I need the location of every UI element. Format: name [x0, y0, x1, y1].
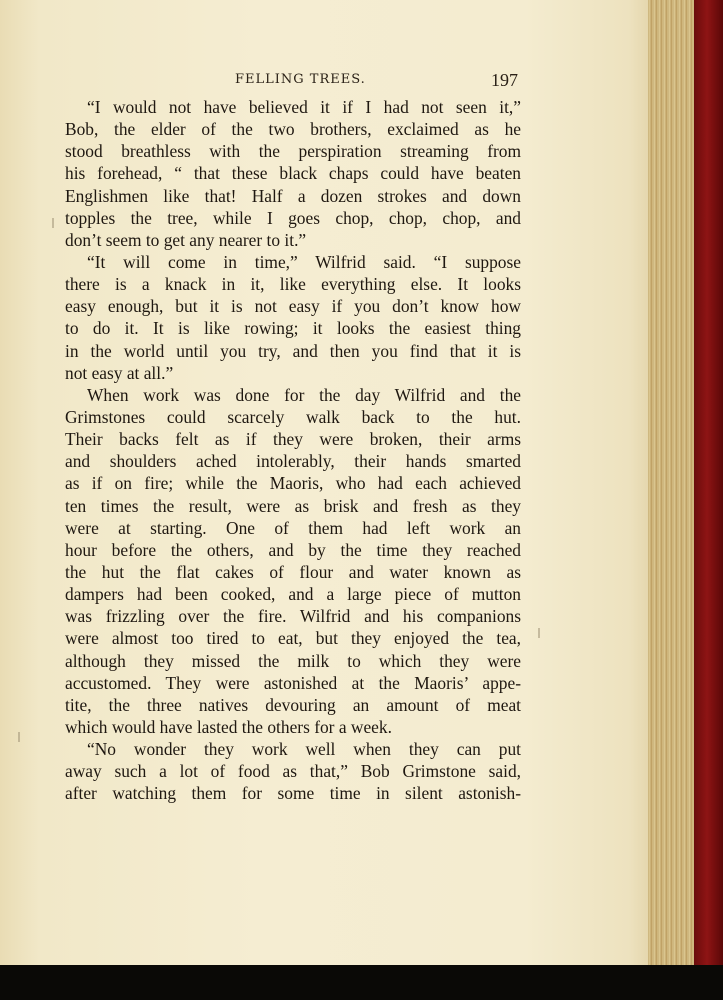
- text-line: easy enough, but it is not easy if you don’t know how: [65, 296, 521, 317]
- text-line: “It will come in time,” Wilfrid said. “I suppose: [87, 251, 521, 272]
- body-text: [65, 96, 521, 805]
- running-title: FELLING TREES.: [235, 72, 366, 87]
- text-line: to do it. It is like rowing; it looks the easiest thing: [65, 318, 521, 339]
- text-line: which would have lasted the others for a week.: [65, 716, 392, 737]
- text-line: topples the tree, while I goes chop, chop, chop, and: [65, 207, 521, 228]
- text-line: accustomed. They were astonished at the Maoris’ appe-: [65, 672, 521, 693]
- book-cover-edge: [694, 0, 723, 1000]
- text-line: Grimstones could scarcely walk back to the hut.: [65, 406, 521, 427]
- text-line: not easy at all.”: [65, 362, 174, 383]
- text-line: dampers had been cooked, and a large piece of mutton: [65, 584, 521, 605]
- text-line: in the world until you try, and then you find that it is: [65, 340, 521, 361]
- text-line: were almost too tired to eat, but they enjoyed the tea,: [65, 628, 521, 649]
- text-line: Bob, the elder of the two brothers, exclaimed as he: [65, 119, 521, 140]
- text-line: hour before the others, and by the time they reached: [65, 539, 521, 560]
- margin-speck: [52, 218, 54, 228]
- text-line: stood breathless with the perspiration streaming from: [65, 141, 521, 162]
- text-line: ten times the result, were as brisk and fresh as they: [65, 495, 521, 516]
- text-line: don’t seem to get any nearer to it.”: [65, 229, 307, 250]
- text-line: Their backs felt as if they were broken, their arms: [65, 429, 521, 450]
- text-line: as if on fire; while the Maoris, who had each achieved: [65, 473, 521, 494]
- text-line: was frizzling over the fire. Wilfrid and his companions: [65, 606, 521, 627]
- margin-speck: [538, 628, 540, 638]
- scan-bottom-border: [0, 965, 723, 1000]
- text-line: the hut the flat cakes of flour and water known as: [65, 561, 521, 582]
- text-line: tite, the three natives devouring an amount of meat: [65, 694, 521, 715]
- text-line: When work was done for the day Wilfrid and the: [87, 384, 521, 405]
- text-line: his forehead, “ that these black chaps could have beaten: [65, 163, 521, 184]
- text-line: although they missed the milk to which they were: [65, 650, 521, 671]
- text-line: and shoulders ached intolerably, their hands smarted: [65, 451, 521, 472]
- text-line: “No wonder they work well when they can put: [87, 739, 521, 760]
- text-line: were at starting. One of them had left work an: [65, 517, 521, 538]
- margin-speck: [18, 732, 20, 742]
- page-edges: [648, 0, 694, 965]
- page-number: 197: [491, 70, 518, 90]
- text-line: Englishmen like that! Half a dozen strokes and down: [65, 185, 521, 206]
- text-line: away such a lot of food as that,” Bob Grimstone said,: [65, 761, 521, 782]
- text-line: there is a knack in it, like everything else. It looks: [65, 274, 521, 295]
- text-line: “I would not have believed it if I had not seen it,”: [87, 97, 521, 117]
- text-line: after watching them for some time in silent astonish-: [65, 783, 521, 804]
